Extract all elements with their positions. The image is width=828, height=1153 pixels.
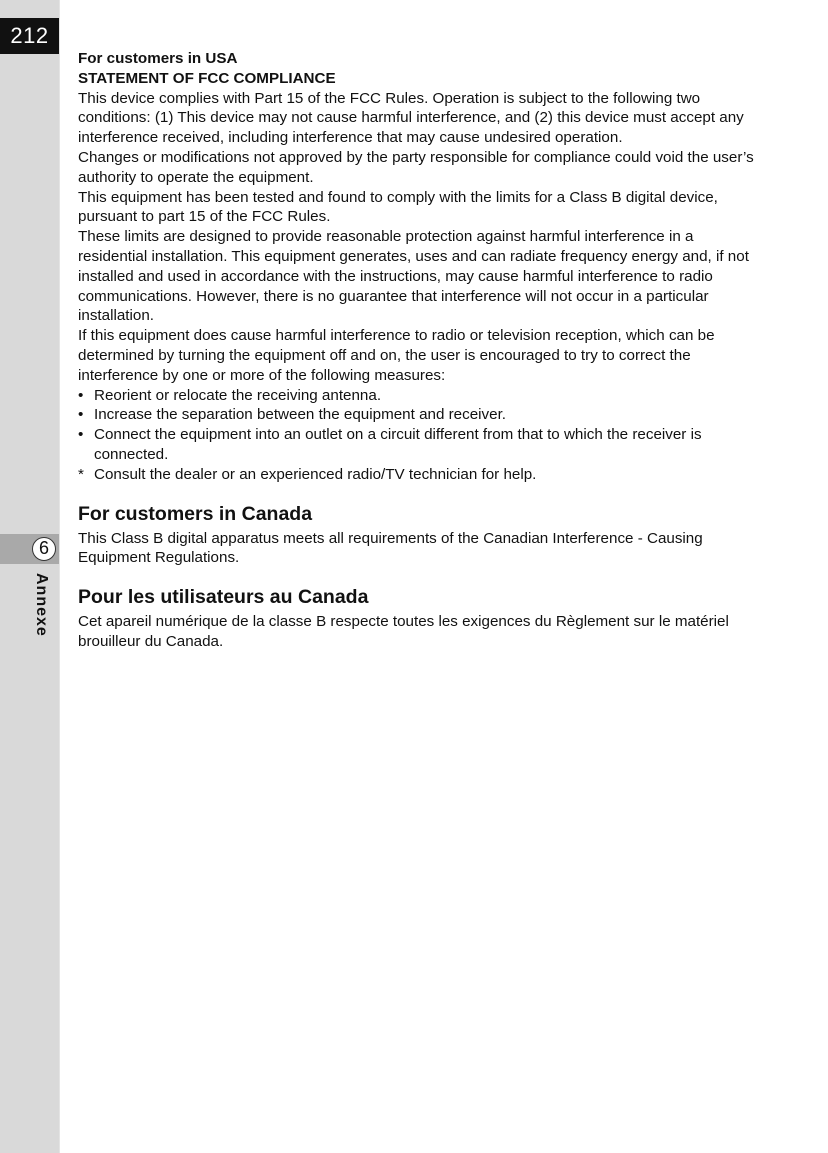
fcc-paragraph: These limits are designed to provide reasonable protection against harmful interference in a residential installation. This equipment generates, uses and can radiate frequency energy and, if not installed and used in accordance with the instructions, may cause harmful interference to radio communications. However, there is no guarantee that interference will not occur in a particular installation. <box>78 228 749 325</box>
bullet-mark: • <box>78 426 84 444</box>
list-item-text: Reorient or relocate the receiving antenna. <box>94 386 382 404</box>
fcc-statement-title: STATEMENT OF FCC COMPLIANCE <box>78 69 336 87</box>
list-item-text: Increase the separation between the equipment and receiver. <box>94 406 507 424</box>
bullet-mark: • <box>78 386 84 404</box>
bullet-mark: * <box>78 465 84 483</box>
fcc-paragraph: This device complies with Part 15 of the FCC Rules. Operation is subject to the following two conditions: (1) This device may not cause harmful interference, and (2) this device must accept any interference received, including interference that may cause undesired operation. <box>78 89 744 147</box>
list-item <box>78 386 754 406</box>
list-item <box>78 425 754 465</box>
fcc-paragraph: If this equipment does cause harmful interference to radio or television reception, which can be determined by turning the equipment off and on, the user is encouraged to try to correct the interference by one or more of the following measures: <box>78 327 715 384</box>
bullet-mark: • <box>78 406 84 424</box>
list-item-text: Consult the dealer or an experienced radio/TV technician for help. <box>94 465 537 483</box>
list-item <box>78 465 754 485</box>
page-content <box>78 49 754 652</box>
usa-heading: For customers in USA <box>78 50 238 67</box>
fcc-paragraph: This equipment has been tested and found to comply with the limits for a Class B digital device, pursuant to part 15 of the FCC Rules. <box>78 188 718 226</box>
chapter-label: Annexe <box>33 573 50 637</box>
list-item-text: Connect the equipment into an outlet on a circuit different from that to which the receiver is connected. <box>94 426 702 463</box>
measures-list <box>78 386 754 485</box>
canada-fr-text: Cet apareil numérique de la classe B respecte toutes les exigences du Règlement sur le matériel brouilleur du Canada. <box>78 613 729 650</box>
side-strip <box>0 0 60 1153</box>
chapter-number: 6 <box>32 537 56 561</box>
page-number: 212 <box>0 18 59 54</box>
canada-en-text: This Class B digital apparatus meets all requirements of the Canadian Interference - Causing Equipment Regulations. <box>78 529 703 567</box>
list-item <box>78 405 754 425</box>
fcc-paragraph: Changes or modifications not approved by the party responsible for compliance could void the user’s authority to operate the equipment. <box>78 148 754 186</box>
canada-fr-heading: Pour les utilisateurs au Canada <box>78 586 369 609</box>
canada-en-heading: For customers in Canada <box>78 502 313 525</box>
